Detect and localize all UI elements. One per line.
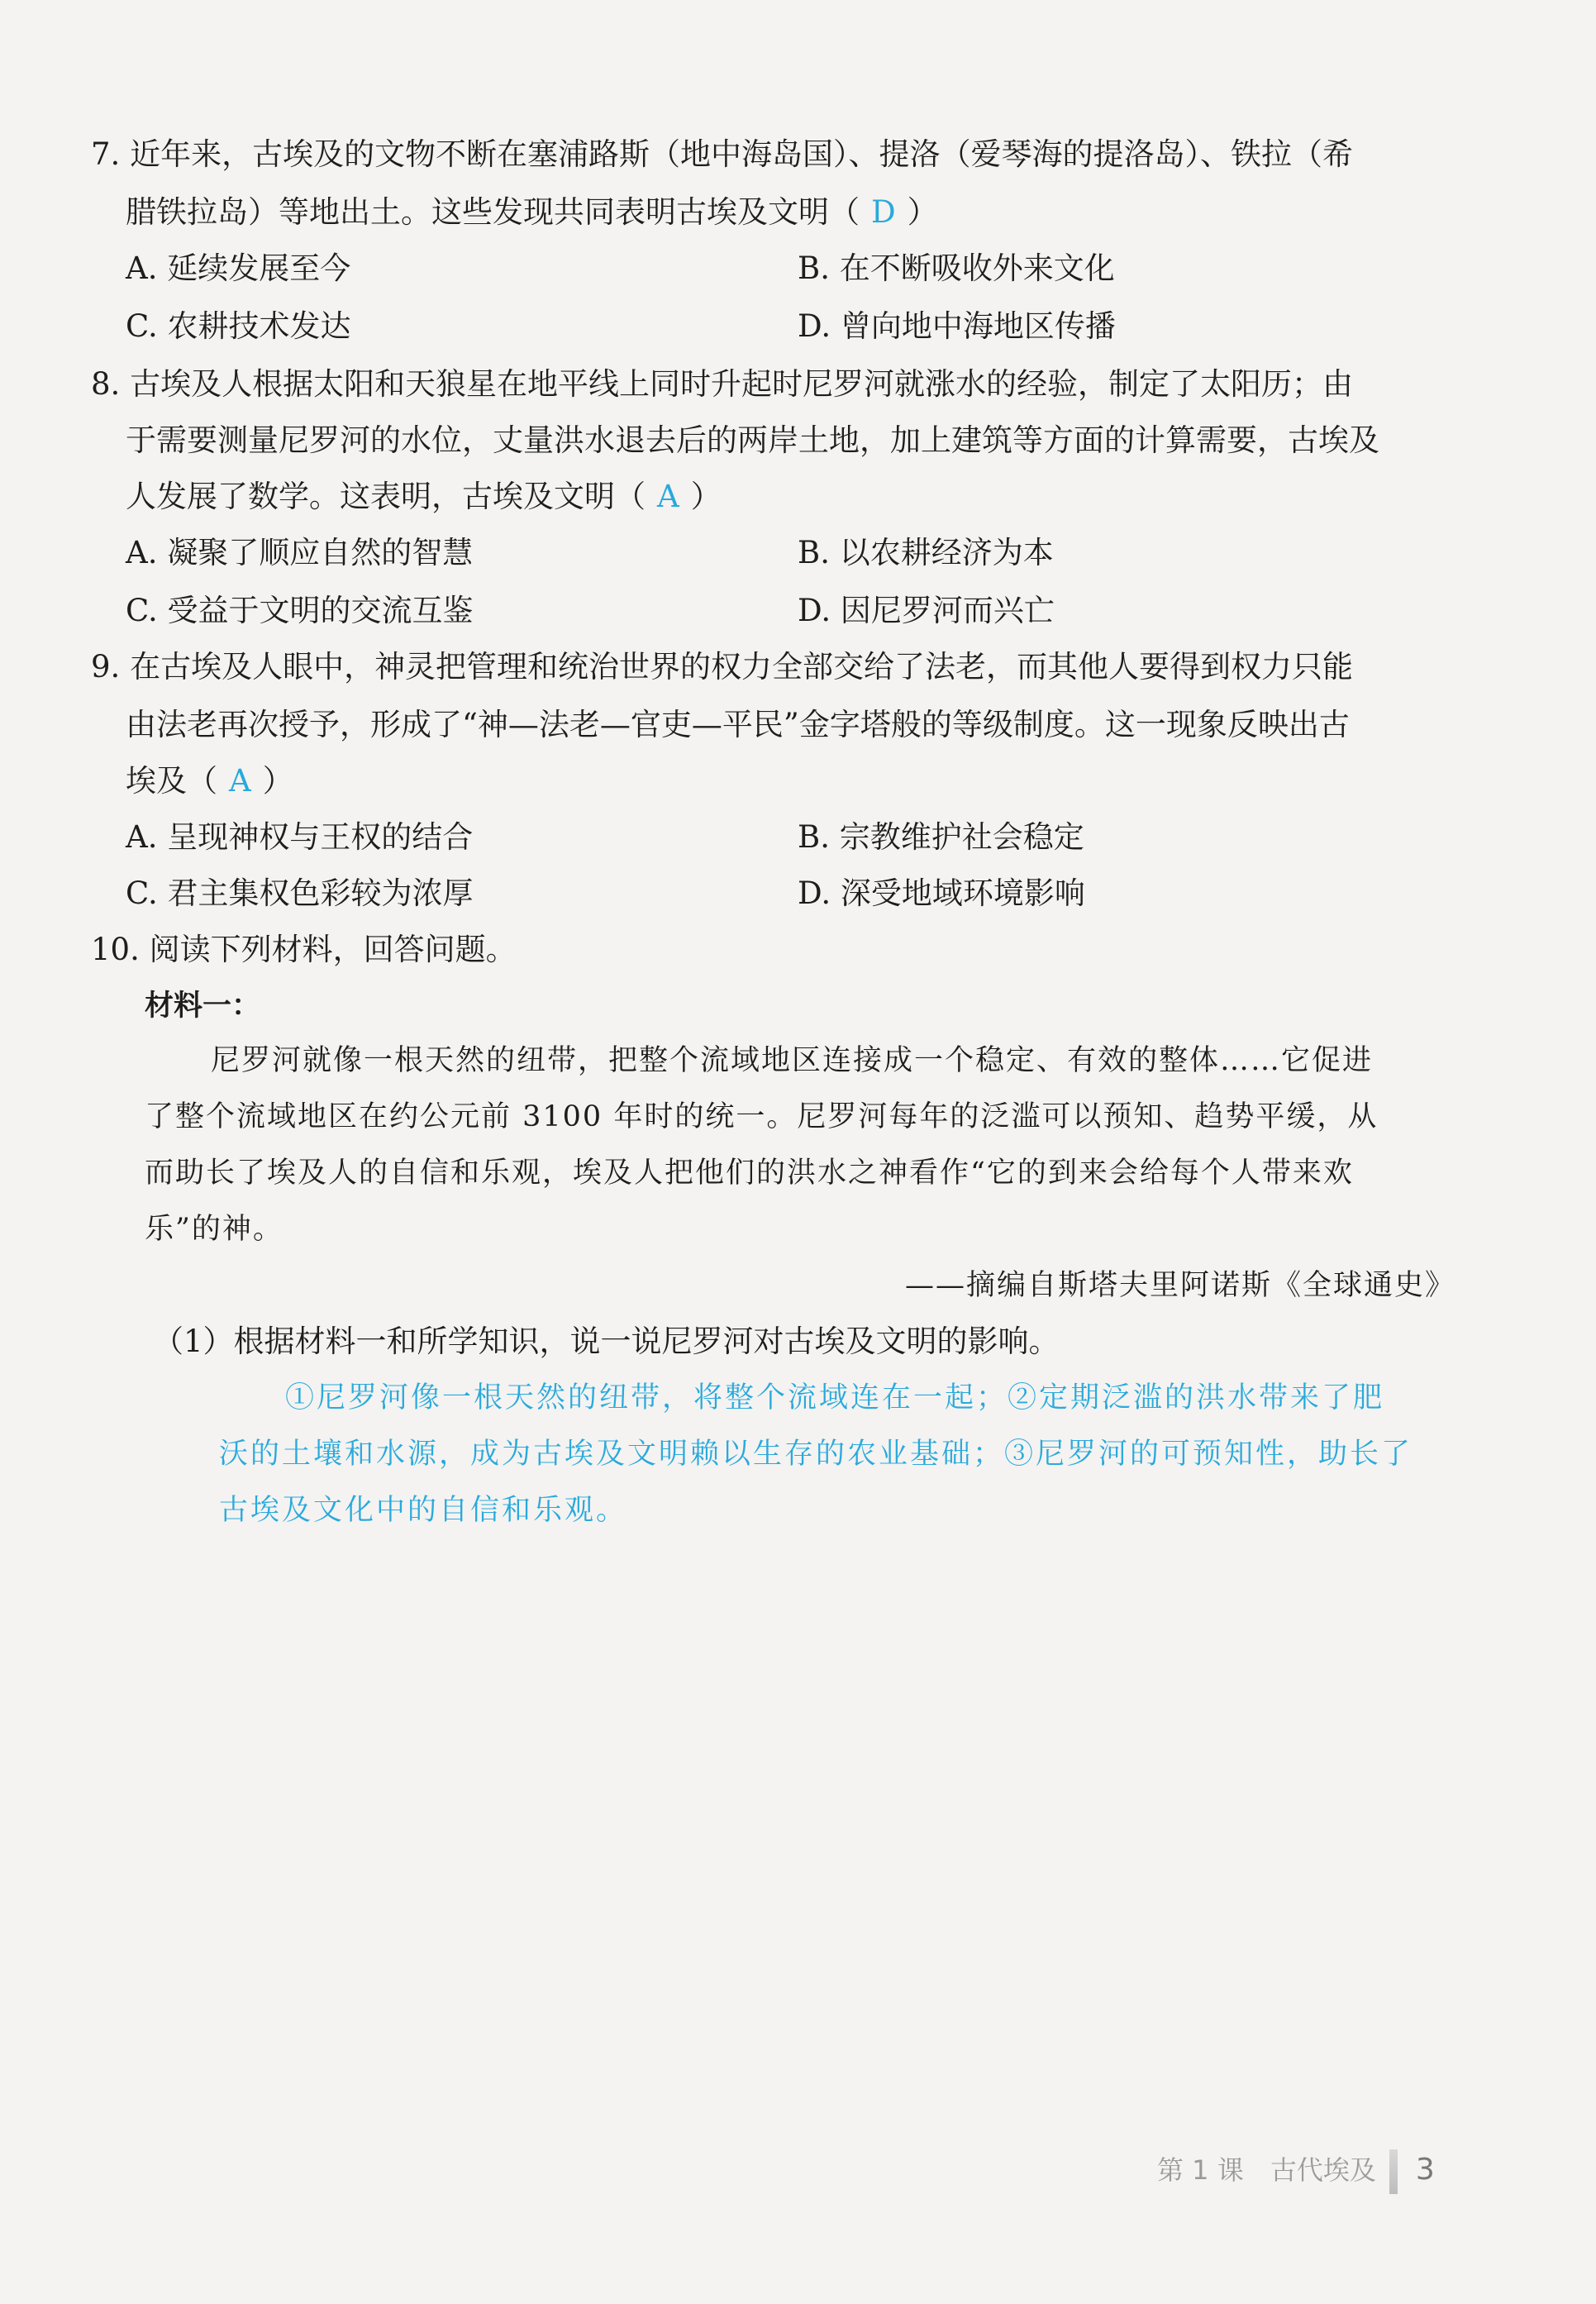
page-footer	[1157, 2149, 1435, 2194]
q8-option-d: D. 因尼罗河而兴亡	[798, 593, 1055, 628]
q8-answer: A	[657, 479, 679, 514]
q9-option-b: B. 宗教维护社会稳定	[798, 819, 1084, 855]
q7-option-d: D. 曾向地中海地区传播	[798, 308, 1116, 344]
footer-title: 古代埃及	[1270, 2154, 1376, 2186]
q10-answer-line-2: 沃的土壤和水源，成为古埃及文明赖以生存的农业基础；③尼罗河的可预知性，助长了	[219, 1438, 1413, 1471]
q9-option-d: D. 深受地域环境影响	[798, 875, 1085, 911]
q8-option-c: C. 受益于文明的交流互鉴	[126, 593, 474, 628]
q9-line1: 9. 在古埃及人眼中，神灵把管理和统治世界的权力全部交给了法老，而其他人要得到权力只能	[91, 649, 1354, 685]
q9-line3: 埃及（ A ）	[126, 763, 293, 799]
q7-line2: 腊铁拉岛）等地出土。这些发现共同表明古埃及文明（ D ）	[126, 194, 938, 230]
q7-answer: D	[871, 194, 896, 230]
q8-option-b: B. 以农耕经济为本	[798, 535, 1054, 570]
footer-divider	[1389, 2149, 1398, 2194]
q8-line3: 人发展了数学。这表明，古埃及文明（ A ）	[126, 479, 722, 514]
q9-answer: A	[229, 763, 251, 799]
q7-option-a: A. 延续发展至今	[126, 250, 351, 286]
material-line-2: 了整个流域地区在约公元前 3100 年时的统一。尼罗河每年的泛滥可以预知、趋势平缓，从	[145, 1100, 1379, 1133]
q7-option-b: B. 在不断吸收外来文化	[798, 250, 1115, 286]
material-title: 材料一：	[145, 989, 261, 1023]
q9-option-a: A. 呈现神权与王权的结合	[126, 819, 474, 855]
q8-option-a: A. 凝聚了顺应自然的智慧	[126, 535, 474, 570]
q10-answer-line-3: 古埃及文化中的自信和乐观。	[219, 1494, 628, 1527]
q10-stem: 10. 阅读下列材料，回答问题。	[91, 932, 517, 967]
material-source: ——摘编自斯塔夫里阿诺斯《全球通史》	[905, 1269, 1456, 1302]
q8-line1: 8. 古埃及人根据太阳和天狼星在地平线上同时升起时尼罗河就涨水的经验，制定了太阳历；由	[91, 366, 1354, 402]
q9-option-c: C. 君主集权色彩较为浓厚	[126, 875, 474, 911]
q7-option-c: C. 农耕技术发达	[126, 308, 351, 344]
q7-line1: 7. 近年来，古埃及的文物不断在塞浦路斯（地中海岛国）、提洛（爱琴海的提洛岛）、铁拉（希	[91, 136, 1354, 172]
material-line-4: 乐”的神。	[145, 1213, 283, 1246]
q10-subquestion-1: （1）根据材料一和所学知识，说一说尼罗河对古埃及文明的影响。	[153, 1324, 1060, 1359]
material-line-3: 而助长了埃及人的自信和乐观，埃及人把他们的洪水之神看作“它的到来会给每个人带来欢	[145, 1157, 1354, 1190]
material-line-1: 尼罗河就像一根天然的纽带，把整个流域地区连接成一个稳定、有效的整体……它促进	[211, 1044, 1374, 1077]
page-number: 3	[1415, 2153, 1435, 2187]
q10-answer-line-1: ①尼罗河像一根天然的纽带，将整个流域连在一起；②定期泛滥的洪水带来了肥	[285, 1381, 1385, 1414]
q9-line2: 由法老再次授予，形成了“神—法老—官吏—平民”金字塔般的等级制度。这一现象反映出古	[126, 707, 1350, 742]
q8-line2: 于需要测量尼罗河的水位，丈量洪水退去后的两岸土地，加上建筑等方面的计算需要，古埃及	[126, 422, 1379, 458]
footer-lesson: 第 1 课	[1157, 2154, 1244, 2186]
